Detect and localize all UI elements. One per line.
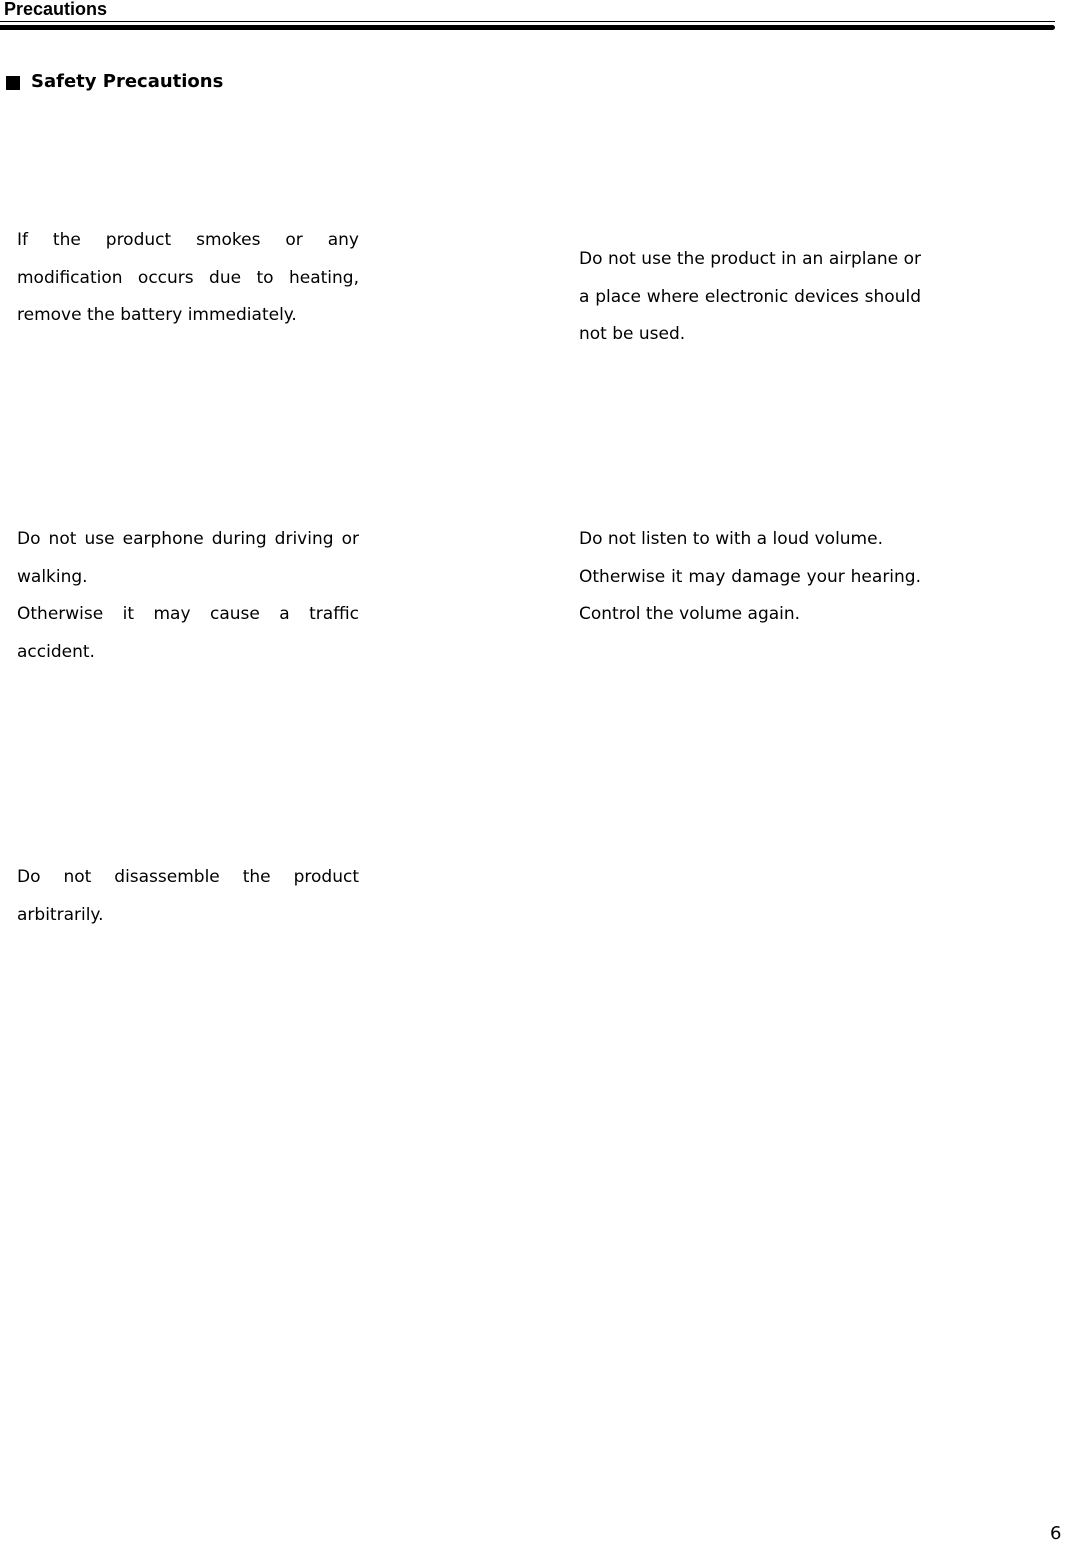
section-heading-text: Safety Precautions — [31, 71, 224, 92]
section-heading — [6, 71, 223, 93]
header-divider-thin — [0, 21, 1055, 22]
page-header-title: Precautions — [4, 0, 108, 19]
precaution-text: Otherwise it may damage your hearing. Control the volume again. — [579, 566, 921, 624]
square-bullet-icon — [6, 76, 20, 90]
precaution-text: Otherwise it may cause a traffic accident. — [17, 604, 359, 662]
precaution-text: If the product smokes or any modification occurs due to heating, remove the battery immediately. — [17, 230, 359, 325]
precaution-loud-volume — [579, 521, 921, 634]
header-divider-thick — [0, 25, 1055, 30]
precaution-text: Do not use the product in an airplane or a place where electronic devices should not be used. — [579, 249, 921, 344]
precaution-text: Do not disassemble the product arbitrarily. — [17, 867, 359, 925]
precaution-airplane — [579, 241, 921, 354]
precaution-disassemble — [17, 859, 359, 934]
precaution-text: Do not listen to with a loud volume. — [579, 529, 883, 549]
precaution-smoke-battery — [17, 222, 359, 335]
precaution-earphone-driving — [17, 521, 359, 671]
precaution-text: Do not use earphone during driving or walking. — [17, 529, 359, 587]
